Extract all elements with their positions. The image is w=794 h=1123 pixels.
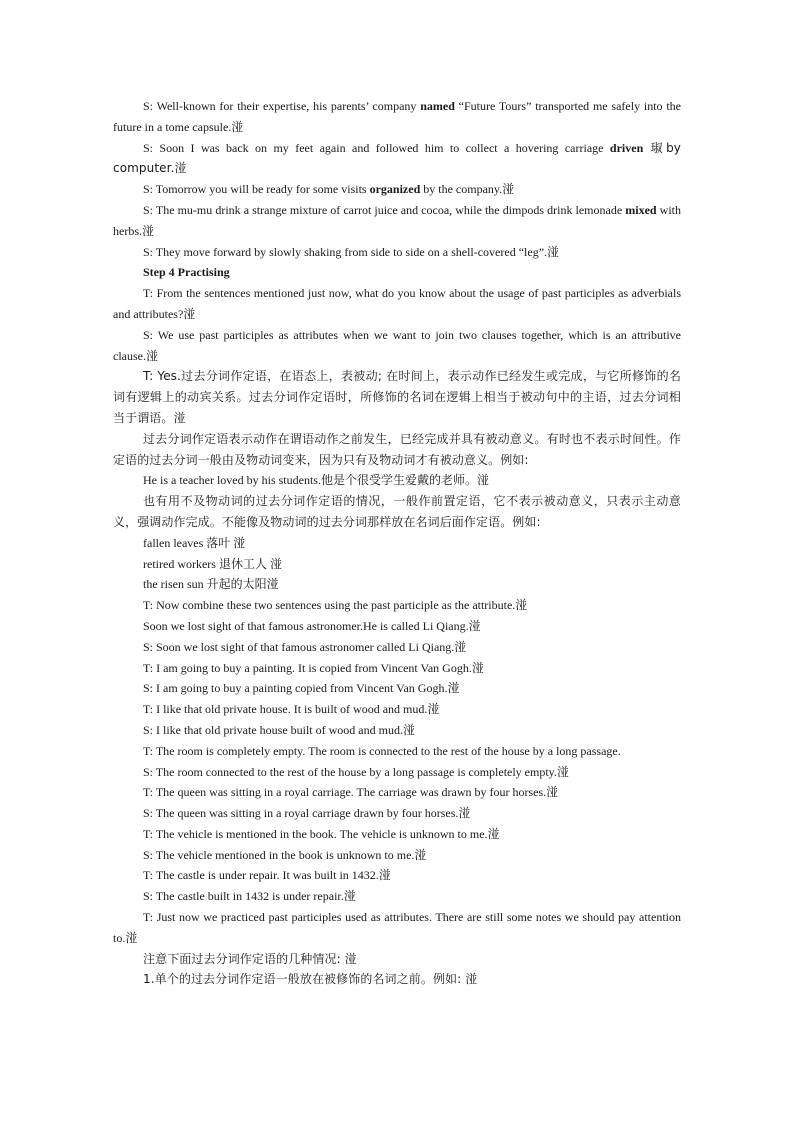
paragraph: S: The mu-mu drink a strange mixture of carrot juice and cocoa, while the dimpods drink lemonade mixed with herbs.湴 bbox=[113, 202, 681, 238]
paragraph: 也有用不及物动词的过去分词作定语的情况，一般作前置定语，它不表示被动意义，只表示主动意义，强调动作完成。不能像及物动词的过去分词那样放在名词后面作定语。例如: bbox=[113, 494, 681, 529]
example-phrase: the risen sun 升起的太阳湴 bbox=[143, 577, 279, 592]
paragraph: 过去分词作定语表示动作在谓语动作之前发生，已经完成并具有被动意义。有时也不表示时间性。作定语的过去分词一般由及物动词变来，因为只有及物动词才有被动意义。例如: bbox=[113, 431, 681, 467]
document-body bbox=[113, 96, 681, 990]
paragraph: S: Soon we lost sight of that famous astronomer called Li Qiang.湴 bbox=[143, 639, 467, 654]
paragraph: T: The vehicle is mentioned in the book. The vehicle is unknown to me.湴 bbox=[143, 826, 500, 841]
paragraph: T: The castle is under repair. It was built in 1432.湴 bbox=[143, 868, 391, 883]
paragraph: S: Well-known for their expertise, his parents’ company named “Future Tours” transported me safely into the future in a tome capsule.湴 bbox=[113, 99, 682, 134]
paragraph: T: The room is completely empty. The room is connected to the rest of the house by a long passage. bbox=[143, 743, 621, 758]
paragraph: T: Now combine these two sentences using the past participle as the attribute.湴 bbox=[143, 598, 528, 613]
paragraph: S: The vehicle mentioned in the book is unknown to me.湴 bbox=[143, 847, 427, 862]
paragraph: 注意下面过去分词作定语的几种情况: 湴 bbox=[143, 951, 357, 966]
example-phrase: retired workers 退休工人 湴 bbox=[143, 556, 282, 571]
paragraph: T: I am going to buy a painting. It is copied from Vincent Van Gogh.湴 bbox=[143, 660, 484, 675]
paragraph: T: The queen was sitting in a royal carriage. The carriage was drawn by four horses.湴 bbox=[143, 785, 559, 800]
bold-term: organized bbox=[369, 182, 421, 197]
paragraph: S: Tomorrow you will be ready for some visits organized by the company.湴 bbox=[143, 182, 515, 197]
paragraph: S: I am going to buy a painting copied from Vincent Van Gogh.湴 bbox=[143, 681, 460, 696]
paragraph: T: Yes.过去分词作定语，在语态上，表被动; 在时间上，表示动作已经发生或完成，与它所修饰的名词有逻辑上的动宾关系。过去分词作定语时，所修饰的名词在逻辑上相当于被动句中的主语，过去分词相当于谓语。湴 bbox=[113, 369, 681, 425]
paragraph: T: Just now we practiced past participles used as attributes. There are still some notes we should pay attention to.湴 bbox=[113, 910, 681, 945]
paragraph: S: The queen was sitting in a royal carriage drawn by four horses.湴 bbox=[143, 806, 471, 821]
example-phrase: fallen leaves 落叶 湴 bbox=[143, 535, 246, 550]
section-heading: Step 4 Practising bbox=[143, 265, 230, 280]
paragraph: S: The castle built in 1432 is under repair.湴 bbox=[143, 889, 356, 904]
paragraph: Soon we lost sight of that famous astronomer.He is called Li Qiang.湴 bbox=[143, 618, 481, 633]
bold-term: named bbox=[420, 99, 455, 113]
paragraph: S: The room connected to the rest of the house by a long passage is completely empty.湴 bbox=[143, 764, 569, 779]
bold-term: mixed bbox=[625, 202, 657, 217]
paragraph: S: They move forward by slowly shaking from side to side on a shell-covered “leg”.湴 bbox=[143, 244, 560, 259]
bold-term: driven bbox=[609, 140, 644, 155]
paragraph: T: From the sentences mentioned just now, what do you know about the usage of past participles as adverbials and attributes?湴 bbox=[113, 286, 681, 321]
paragraph: S: Soon I was back on my feet again and followed him to collect a hovering carriage driven 琡by computer.湴 bbox=[113, 140, 682, 176]
paragraph: T: I like that old private house. It is built of wood and mud.湴 bbox=[143, 702, 440, 717]
paragraph: S: I like that old private house built of wood and mud.湴 bbox=[143, 722, 415, 737]
example-sentence: He is a teacher loved by his students.他是个很受学生爱戴的老师。湴 bbox=[143, 473, 489, 488]
paragraph: S: We use past participles as attributes when we want to join two clauses together, which is an attributive clause.湴 bbox=[113, 327, 681, 363]
paragraph: 1.单个的过去分词作定语一般放在被修饰的名词之前。例如: 湴 bbox=[143, 972, 478, 987]
